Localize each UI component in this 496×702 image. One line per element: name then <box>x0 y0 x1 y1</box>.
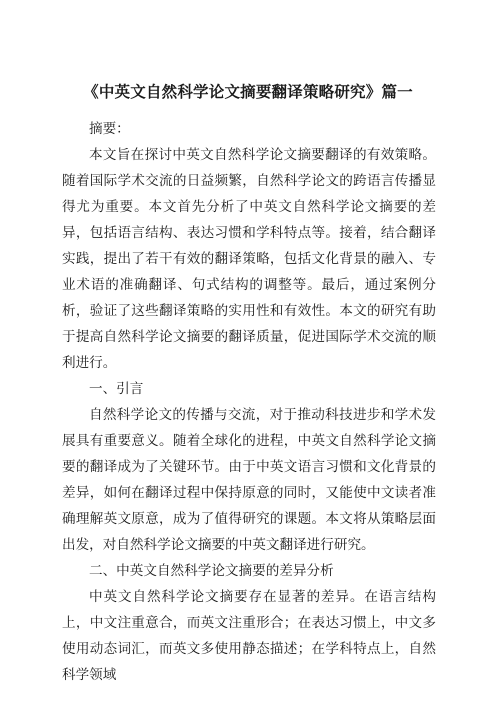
differences-paragraph: 中英文自然科学论文摘要存在显著的差异。在语言结构上，中文注重意合，而英文注重形合；在表达习惯上，中文多使用动态词汇，而英文多使用静态描述；在学科特点上，自然科学领域 <box>62 589 436 683</box>
abstract-label: 摘要： <box>89 121 130 137</box>
section-heading-differences: 二、中英文自然科学论文摘要的差异分析 <box>89 563 334 579</box>
document-body <box>62 116 436 688</box>
document-title: 《中英文自然科学论文摘要翻译策略研究》篇一 <box>83 83 413 101</box>
abstract-paragraph: 本文旨在探讨中英文自然科学论文摘要翻译的有效策略。随着国际学术交流的日益频繁，自然科学论文的跨语言传播显得尤为重要。本文首先分析了中英文自然科学论文摘要的差异，包括语言结构、表达习惯和学科特点等。接着，结合翻译实践，提出了若干有效的翻译策略，包括文化背景的融入、专业术语的准确翻译、句式结构的调整等。最后，通过案例分析，验证了这些翻译策略的实用性和有效性。本文的研究有助于提高自然科学论文摘要的翻译质量，促进国际学术交流的顺利进行。 <box>62 147 436 371</box>
section-heading-introduction: 一、引言 <box>89 381 144 397</box>
introduction-paragraph: 自然科学论文的传播与交流，对于推动科技进步和学术发展具有重要意义。随着全球化的进程，中英文自然科学论文摘要的翻译成为了关键环节。由于中英文语言习惯和文化背景的差异，如何在翻译过程中保持原意的同时，又能使中文读者准确理解英文原意，成为了值得研究的课题。本文将从策略层面出发，对自然科学论文摘要的中英文翻译进行研究。 <box>62 407 436 553</box>
